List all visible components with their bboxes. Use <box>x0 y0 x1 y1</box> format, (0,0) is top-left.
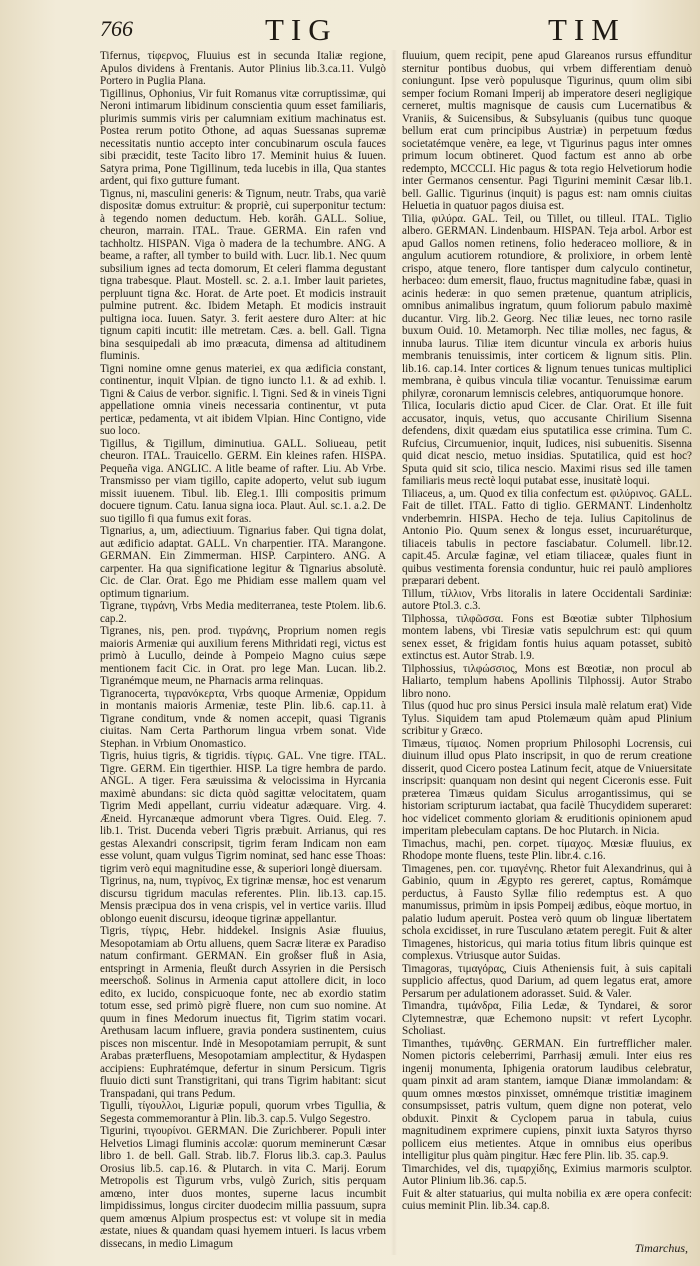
entry-tignarius: Tignarius, a, um, adiectiuum. Tignarius faber. Qui tigna dolat, aut ædificio adaptat. GALL. Vn charpentier. ITA. Marangone. GERMAN. Ein Zimmerman. HISP. Carpintero. ANG. A carpenter. Ha qua significatione legitur & Tignarius absolutè. Cic. de Clar. Orat. Ego me Phidiam esse mallem quam vel optimum tignarium. <box>100 525 386 600</box>
entry-timagenes: Timagenes, pen. cor. τιμαγένης. Rhetor fuit Alexandrinus, qui à Gabinio, quum in Ægypto res gereret, captus, Romámque perductus, à Fausto Syllæ filio redemptus est. A quo manumissus, primùm in ipsis Pompeij ædibus, eòque mortuo, in palatio ludum aperuit. Postea verò quum ob linguæ libertatem schola excidisset, in rure Tusculano ætatem peregit. Fuit & alter Timagenes, historicus, qui maria totius fitum libris quinque est complexus. Vtriusque autor Suidas. <box>402 862 692 962</box>
entry-tigillinus: Tigillinus, Ophonius, Vir fuit Romanus vitæ corruptissimæ, qui Neroni intimarum libidinum conscientia quum esset familiaris, plurimis summis viris per calumniam exitium machinatus est. Postea rerum potito Othone, ad aquas Suessanas supremæ necessitatis nuntio accepto inter concubinarum oscula fauces sibi præcidit, teste Tacito libro 17. Meminit huius & Iuuen. Satyra prima, Pone Tigillinum, teda lucebis in illa, Qua stantes ardent, qui fixo gutture fumant. <box>100 87 386 187</box>
entry-tilia: Tilia, φιλύρα. GAL. Teil, ou Tillet, ou tilleul. ITAL. Tiglio albero. GERMAN. Lindenbaum. HISPAN. Teja arbol. Arbor est apud Gallos nomen retinens, folio hederaceo molliore, & in angulum acutiorem rotundiore, & prolixiore, in orbem lentè crispo, atque tenero, flore tantisper dum calyculo continetur, herbaceo: dum emersit, flauo, fructus magnitudine fabæ, quasi in acinis hederæ: in quo semen prætenue, quantum atriplicis, omnibus animalibus ingratum, quum foliorum pabulo maximè ducantur. Virg. lib.2. Georg. Nec tiliæ leues, nec torno rasile buxum Ouid. 10. Metamorph. Nec tiliæ molles, nec fagus, & innuba laurus. Tiliæ item dicuntur vincula ex arboris huius membranis tenuissimis, inter corticem & lignum sitis. Plin. lib.16. cap.14. Inter cortices & lignum tenues tunicas multiplici membrana, è quibus vincula tiliæ vocantur. Tenuissimæ earum philyræ, coronarum lemniscis celebres, antiquorumque honore. <box>402 212 692 400</box>
entry-timandra: Timandra, τιμάνδρα, Filia Ledæ, & Tyndarei, & soror Clytemnestræ, quæ Echemono nupsit: vt refert Lycophr. Scholiast. <box>402 1000 692 1037</box>
entry-tigrinus: Tigrinus, na, num, τιγρίνος, Ex tigrinæ mensæ, hoc est venarum discursu tigridum maculas referentes. Plin. lib.13. cap.15. Mensis præcipua dos in vena crispis, vel in vertice variis. Illud oblongo euenit discursu, ideoque tigrinæ appellantur. <box>100 875 386 925</box>
entry-timanthes: Timanthes, τιμάνθης. GERMAN. Ein furtrefflicher maler. Nomen pictoris celeberrimi, Parrhasij æmuli. Inter eius res ingenij monumenta, Iphigenia oratorum laudibus celebratur, quam pinxit ad aram stantem, iamque Dianæ immolandam: & quum omnes mœstos pinxisset, omnémque tristitiæ imaginem consumpsisset, patris vultum, quem digne non poterat, velo obduxit. Pinxit & Cyclopem parua in tabula, cuius magnitudinem exprimere cupiens, pinxit iuxta Satyros thyrso pollicem eius metientes. Atque in omnibus eius operibus intelligitur plus quàm pingitur. Hæc fere Plin. lib. 35. cap.9. <box>402 1037 692 1162</box>
column-gutter <box>391 50 397 1255</box>
entry-tilica: Tilica, Iocularis dictio apud Cicer. de Clar. Orat. Et ille fuit accusator, inquis, vetus, quo accusante Chirilium Sisenna defendens, dixit quædam eius sputatilica esse crimina. Tum C. Rufcius, Circumuenior, inquit, Iudices, nisi subuenitis. Sisenna quid dicat nescio, metuo insidias. Sputatilica, quid est hoc? Sputa quid sit scio, tilica nescio. Maximi risus sed ille tamen familiaris meus rectè loqui putabat esse, inusitatè loqui. <box>402 400 692 487</box>
entry-tigris-animal: Tigris, huius tigris, & tigridis. τίγρις. GAL. Vne tigre. ITAL. Tigre. GERM. Ein tigerthier. HISP. La tigre hembra de pardo. ANGL. A tiger. Fera sæuissima & velocissima in Hyrcania maximè abundans: sic dicta quòd sagittæ velocitatem, quam Tigrim Medi appellant, curriu videatur adæquare. Virg. 4. Æneid. Hyrcanæque admorunt vbera Tigres. Ouid. Eleg. 7. lib.1. Trist. Ducenda veberi Tigris præbuit. Arrianus, qui res gestas Alexandri conscripsit, tigrim feram Indicam non eam esse volunt, quam vulgus Tigrim nominat, sed hanc esse Thoas: tigrim verò equi magnitudine esse, & superiori longè diuersam. <box>100 750 386 875</box>
left-running-head: TIG <box>265 12 338 47</box>
entry-timagoras: Timagoras, τιμαγόρας, Ciuis Atheniensis fuit, à suis capitali supplicio affectus, quod Darium, ad quem legatus erat, amore Persarum per adulationem adorasset. Suid. & Valer. <box>402 962 692 1000</box>
entry-timarchides-alter: Fuit & alter statuarius, qui multa nobilia ex ære opera confecit: cuius meminit Plin. lib.34. cap.8. <box>402 1187 692 1212</box>
entry-tigranocerta: Tigranocerta, τιγρανόκερτα, Vrbs quoque Armeniæ, Oppidum in montanis maioris Armeniæ, teste Plin. lib.6. cap.11. à Tigrane conditum, vnde & nomen accepit, quasi Tigranis ciuitas. Nam Certa Parthorum lingua vrbem sonat. Vide Stephan. in Vrbium Onomastico. <box>100 687 386 750</box>
entry-timachus: Timachus, machi, pen. corpet. τίμαχος. Mœsiæ fluuius, ex Rhodope monte fluens, teste Plin. libr.4. c.16. <box>402 837 692 862</box>
entry-tillum: Tillum, τίλλιον, Vrbs litoralis in latere Occidentali Sardiniæ: autore Ptol.3. c.3. <box>402 587 692 612</box>
entry-tigrane: Tigrane, τιγράνη, Vrbs Media mediterranea, teste Ptolem. lib.6. cap.2. <box>100 600 386 625</box>
entry-tigranes: Tigranes, nis, pen. prod. τιγράνης, Proprium nomen regis maioris Armeniæ qui auxilium ferens Mithridati regi, victus est primò à Lucullo, deinde à Pompeio Magno cuius sæpe mentionem facit Cic. in Orat. pro lege Man. Lucan. lib.2. Tigranémque meum, ne Pharnacis arma relinquas. <box>100 625 386 687</box>
entry-timarchides: Timarchides, vel dis, τιμαρχίδης, Eximius marmoris sculptor. Autor Plinium lib.36. cap.5. <box>402 1162 692 1187</box>
entry-tiliaceus: Tiliaceus, a, um. Quod ex tilia confectum est. φιλύρινος. GALL. Fait de tillet. ITAL. Fatto di tiglio. GERMANT. Lindenholtz vnderbemrin. HISPA. Hecho de teja. Iulius Capitolinus de Antonio Pio. Quum senex & longus esset, incuruaréturque, tiliaceis tabulis in pectore fasciabatur. Columell. libr.12. capit.45. Arculæ faginæ, vel etiam tiliaceæ, quales fiunt in quibus vestimenta forensia conduntur, huic rei paulò ampliores præparari debent. <box>402 487 692 587</box>
entry-tigni-nomine: Tigni nomine omne genus materiei, ex qua ædificia constant, continentur, inquit Vlpian. de tigno iuncto l.1. & ad exhib. l. Tigni & Caius de verbor. signific. l. Tigni. Sed & in vineis Tigni appellatione omnia vineis necessaria continentur, vt puta perticæ, pedamenta, vt ait ibidem Vlpian. Hinc Contigno, vide suo loco. <box>100 362 386 437</box>
entry-tigillus: Tigillus, & Tigillum, diminutiua. GALL. Soliueau, petit cheuron. ITAL. Trauicello. GERM. Ein kleines rafen. HISPA. Pequeña viga. ANGLIC. A litle beame of rafter. Liu. Ab Vrbe. Transmisso per viam tigillo, capite adoperto, velut sub iugum missit iuuenem. Tibul. lib. Eleg.1. Illi compositis primum docuere tignum. Catu. Ianua signa ioca. Plaut. Aul. sc.1. a.2. De suo tigillo fi qua fumus exit foras. <box>100 437 386 525</box>
entry-tigulli: Tigulli, τίγουλλοι, Liguriæ populi, quorum vrbes Tigullia, & Segesta commemorantur à Plin. lib.3. cap.5. Vulgo Segestro. <box>100 1100 386 1125</box>
page-header <box>0 12 700 46</box>
right-running-head: TIM <box>548 12 626 47</box>
entry-tignus: Tignus, ni, masculini generis: & Tignum, neutr. Trabs, qua variè dispositæ domus extruitur: & propriè, cui superponitur tectum: à tegendo nomen deductum. Heb. korâh. GALL. Soliue, cheuron, marrain. ITAL. Traue. GERMA. Ein rafen vnd tachholtz. HISPAN. Viga ò madera de la techumbre. ANG. A beame, a rafter, all tymber to build with. Lucr. lib.1. Nec quum subsilium ignes ad tecta domorum, Et celeri flamma degustant tigna trabesque. Plaut. Mostell. sc. 2. a.1. Imber lauit parietes, perpluunt tigna &c. Horat. de Arte poet. Et modicis instrauit pulmine putrent. &c. Ibidem Metaph. Et modicis instrauit pultigna ioca. Iuuen. Satyr. 3. ferit aestere duro Alter: at hic tignum capiti incutit: ille metretam. Cæs. a. bell. Gall. Tigna bina sesquipedali ab imo præacuta, dimensa ad altitudinem fluminis. <box>100 187 386 362</box>
entry-tigurini-continued: fluuium, quem recipit, pene apud Glareanos rursus effunditur sternitur pontibus duobus, qui vrbem differentiam denuò coniungunt. Ipse verò populusque Tigurinus, quum olim sibi semper focium Romani Imperij ab imperatore deseri negligique cerneret, multis magnisque de causis cum Lucernatibus & Vraniis, & Suicensibus, & Subsyluanis (quibus tunc quoque bellum erat cum principibus Austriæ) in perpetuum fœdus societatémque venère, ea lege, vt Tigurinus pagus inter omnes primum locum obtineret. Quod factum est anno ab orbe redempto, MCCCLI. Hic pagus & tota regio Helvetiorum hodie inter Germanos censentur. Pagi Tigurini meminit Cæsar lib.1. bell. Gallic. Tigurinus (inquit) is pagus est: nam omnis ciuitas Heluetia in quatuor pagos diuisa est. <box>402 50 692 212</box>
entry-tilus: Tilus (quod huc pro sinus Persici insula malè relatum erat) Vide Tylus. Siquidem tam apud Ptolemæum quàm apud Plinium scribitur y Græco. <box>402 700 692 737</box>
entry-tilphossa: Tilphossa, τιλφῶσσα. Fons est Bœotiæ subter Tilphosium montem labens, vbi Tiresiæ vatis sepulchrum est: qui quum senex esset, & frigidam fontis huius aquam potasset, subitò extinctus est. Autor Strab. l.9. <box>402 612 692 662</box>
entry-timaeus: Timæus, τίμαιος. Nomen proprium Philosophi Locrensis, cui diuinum illud opus Plato inscripsit, in quo de rerum creatione disserit, quod Cicero postea Latinum fecit, atque de Vniuersitate inscripsit: quanquam non desint qui negent Ciceronis esse. Fuit præterea Timæus quidam Siculus arrogantissimus, qui se historiam scripturum iactabat, qua facilè Thucydidem superaret: hoc videlicet commento gloriam & eruditionis opinionem apud imperitam plebeculam captans. De hoc Plutarch. in Nicia. <box>402 737 692 837</box>
entry-tifernus: Tifernus, τίφερνος, Fluuius est in secunda Italiæ regione, Apulos dividens à Frentanis. Autor Plinius lib.3.ca.11. Vulgò Portero in Puglia Plana. <box>100 50 386 87</box>
catchword: Timarchus, <box>634 1241 688 1255</box>
left-column <box>100 50 386 1255</box>
page-number: 766 <box>100 16 133 41</box>
entry-tigris-river: Tigris, τίγρις, Hebr. hiddekel. Insignis Asiæ fluuius, Mesopotamiam ab Ortu alluens, quem Sacræ literæ ex Paradiso natum confirmant. GERMAN. Ein großser fluß in Asia, entspringt in Armenia, fleußt durch Assyrien in die Persisch meerschoß. Solinus in Armenia caput attollere dicit, in loco edito, ex lucido, conspicuoque fonte, nec ab exordio statim totum esse, sed primò pigrè fluere, non cum suo nomine. At quum in fines Medorum inuectus fit, Tigrim statim vocari. Arethusam lacum influere, gravia pondera sustinentem, cuius pisces non miscentur. Indè in Mesopotamiam perrupit, & sunt Arabas præterfluens, Mesopotamiam amplectitur, & Hydaspen accipiens: Euphratémque, defertur in sinum Persicum. Tigris fluuio dicti sunt Transtigritani, qui trans Tigrim habitant: sicut Transpadani, qui trans Pedum. <box>100 925 386 1100</box>
entry-tilphossius: Tilphossius, τιλφώσσιος, Mons est Bœotiæ, non procul ab Haliarto, templum habens Apollinis Tilphossij. Autor Strabo libro nono. <box>402 662 692 700</box>
right-column <box>402 50 692 1255</box>
entry-tigurini: Tigurini, τιγουρίνοι. GERMAN. Die Zurichberer. Populi inter Helvetios Limagi fluminis accolæ: quorum meminerunt Cæsar libro 1. de bell. Gall. Strab. lib.7. Florus lib.3. cap.3. Paulus Orosius lib.5. cap.16. & Plutarch. in vita C. Marij. Eorum Metropolis est Tigurum vrbs, vulgò Zurich, sitis perquam amœno, inter duos montes, superne lacus incumbit limpidissimus, longus circiter duodecim millia passuum, supra quem amœnus Alpium prospectus est: vt volupe sit in media æstate, niues & quandam quasi hyemem intueri. Is lacus vrbem dissecans, in medio Limagum <box>100 1125 386 1250</box>
